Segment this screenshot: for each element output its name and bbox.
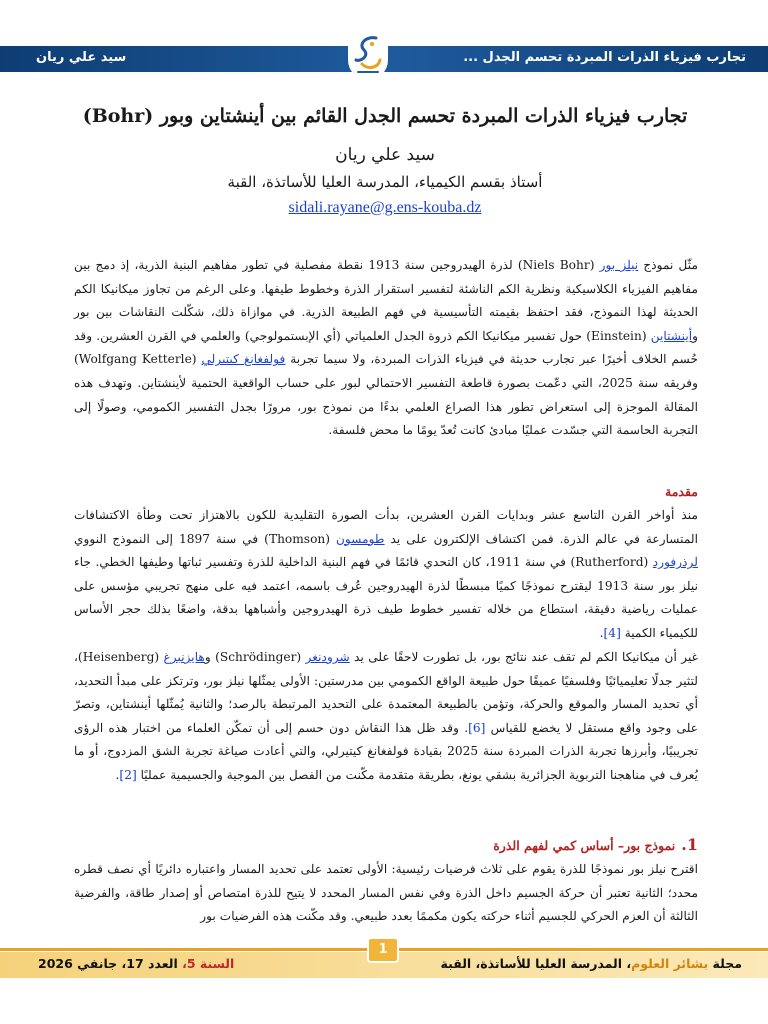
link-niels-bohr[interactable]: نيلز بور: [599, 258, 639, 272]
section-1-heading: [74, 834, 698, 857]
section-title: نموذج بور– أساس كمي لفهم الذرة: [493, 838, 676, 853]
journal-brand: بشائر العلوم: [631, 956, 709, 971]
intro-paragraph-1: [74, 504, 698, 646]
section-number: 1.: [681, 835, 698, 854]
journal-name: [441, 956, 742, 971]
text-run: (Einstein) حول تفسير ميكانيكا الكم ذروة الجدل العلمياتي (أي الإبستمولوجي) والعلمي في القرن العشرين. وقد حُسم الخلاف أخيرًا عبر تجارب حديثة في فيزياء الذرات المبردة، ولا سيما تجربة: [74, 328, 698, 367]
running-author: سيد علي ريان: [36, 50, 127, 65]
calligraphy-logo-icon: [348, 30, 388, 80]
section-1-paragraph: اقترح نيلز بور نموذجًا للذرة يقوم على ثلاث فرضيات رئيسية: الأولى تعتمد على تحديد المسار واعتباره دائريًا أي نصف قطره محدد؛ الثانية تعتبر أن حركة الجسيم داخل الذرة وفي نفس المسار المحدد لا يتيح للذرة امتصاص أو إصدار طاقة، والفرضية الثالثة أن العزم الحركي للجسيم أثناء حركته يكون مكممًا بعدد طبيعي. وقد مكّنت هذه الفرضيات بور: [74, 862, 698, 924]
text-run: ، المدرسة العليا للأساتذة، القبة: [440, 956, 632, 971]
journal-logo-icon: [348, 30, 388, 80]
intro-heading: مقدمة: [665, 484, 698, 499]
link-heisenberg[interactable]: هايزنبرغ: [163, 650, 205, 664]
text-run: (Rutherford) في سنة 1911، كان التحدي قائمًا في فهم البنية الداخلية للذرة وتفسير ثباتها وطيفها الخطي. جاء نيلز بور سنة 1913 ليقترح نموذجًا كميًا مبسطًا لذرة الهيدروجين عُرف باسمه، اعتمد فيه على منهج تجريبي مؤسس على عمليات رياضية دقيقة، استطاع من خلاله تفسير خطوط طيف ذرة الهيدروجين وأشباهها بدقة، واضعًا بذلك حجر الأساس للكيمياء الكمية: [74, 555, 698, 640]
citation-ref[interactable]: [4]: [603, 625, 621, 640]
link-thomson[interactable]: طومسون: [335, 531, 385, 546]
text-run: .: [115, 767, 120, 782]
link-schrodinger[interactable]: شرودنغر: [305, 650, 350, 664]
text-run: .: [599, 625, 604, 640]
author-name: سيد علي ريان: [335, 145, 435, 165]
link-einstein[interactable]: أينشتاين: [650, 328, 693, 343]
text-run: (Wolfgang Ketterle) وفريقه سنة 2025، التي دعّمت بصورة قاطعة التفسير الاحتمالي لبور على حساب الواقعية الحتمية لأينشتاين. وتهدف هذه المقالة الموجزة إلى استعراض تطور هذا الصراع العلمي بدءًا من نموذج بور، مرورًا بجدل التفسير الكمومي، وصولًا إلى التجربة الحاسمة التي جسّدت عمليًا مبادئ كانت تُعدّ يومًا ما محض فلسفة.: [74, 352, 699, 438]
text-run: (Schrödinger) و: [204, 650, 306, 664]
text-run: مثّل نموذج: [638, 258, 698, 272]
citation-ref[interactable]: [6]: [468, 720, 486, 735]
citation-ref[interactable]: [2]: [119, 767, 137, 782]
text-run: . وقد ظل هذا النقاش دون حسم إلى أن تمكّن العلماء من اختبار هذه الرؤى تجريبيًا، وأبرزها تجربة الذرات المبردة سنة 2025 بقيادة فولفغانغ كيتيرلي، والتي أعادت صياغة تجربة الشق المزدوج، أو ما يُعرف في مناهجنا التربوية الجزائرية بشقي يونغ، بطريقة متقدمة مكّنت من الفصل بين الموجية والجسيمية عمليًا: [74, 720, 698, 782]
intro-paragraph-2: [74, 646, 698, 788]
text-run: منذ أواخر القرن التاسع عشر وبدايات القرن العشرين، بدأت الصورة التقليدية للكون بالاهتزاز تحت وطأة الاكتشافات المتسارعة في عالم الذرة. فمن اكتشاف الإلكترون على يد: [74, 508, 698, 546]
text-run: غير أن ميكانيكا الكم لم تقف عند نتائج بور، بل تطورت لاحقًا على يد: [349, 650, 699, 664]
link-ketterle[interactable]: فولفغانغ كيتيرلي: [201, 352, 286, 367]
page-number: 1: [367, 937, 399, 963]
issue-year: السنة 5،: [182, 956, 235, 971]
author-email-link[interactable]: sidali.rayane@g.ens-kouba.dz: [288, 199, 482, 216]
text-run: (Niels Bohr) لذرة الهيدروجين سنة 1913 نقطة مفصلية في تطور مفاهيم البنية الذرية، إذ دمج بين مفاهيم الفيزياء الكلاسيكية ونظرية الكم الناشئة لتفسير استقرار الذرة وخطوط طيفها. وعلى الرغم من تجاوز ميكانيكا الكم الحديثة لهذا النموذج، فقد احتفظ بقيمته التأسيسية في فهم الطبيعة الذرية. في موازاة ذلك، شكّلت النقاشات بين بور و: [74, 258, 698, 343]
text-run: (Thomson) في سنة 1897 إلى النموذج النووي: [74, 531, 336, 546]
link-rutherford[interactable]: لرذرفورد: [652, 555, 698, 570]
text-run: مجلة: [708, 956, 742, 971]
author-affiliation: أستاذ بقسم الكيمياء، المدرسة العليا للأساتذة، القبة: [227, 173, 543, 191]
text-run: (Heisenberg)، لتثير جدلًا تعليميائيًا وفلسفيًا عميقًا حول طبيعة الواقع الكمومي بين مدرستين: الأولى يمثّلها نيلز بور، وترتكز على مبدأ التحديد، أي تحديد المسار والموقع والحركة، وتؤمن بالطبيعة المعتمدة على التحديد المرتبطة بالرصد؛ والثانية يُمثّلها أينشتاين، وتصرّ على وجود واقع مستقل لا يخضع للقياس: [74, 650, 699, 735]
article-title: تجارب فيزياء الذرات المبردة تحسم الجدل القائم بين أينشتاين وبور (Bohr): [82, 105, 688, 127]
issue-info: [38, 956, 234, 971]
abstract-paragraph: [74, 254, 698, 443]
issue-number-date: العدد 17، جانفي 2026: [38, 956, 183, 971]
running-title: تجارب فيزياء الذرات المبردة تحسم الجدل ...: [463, 50, 746, 65]
